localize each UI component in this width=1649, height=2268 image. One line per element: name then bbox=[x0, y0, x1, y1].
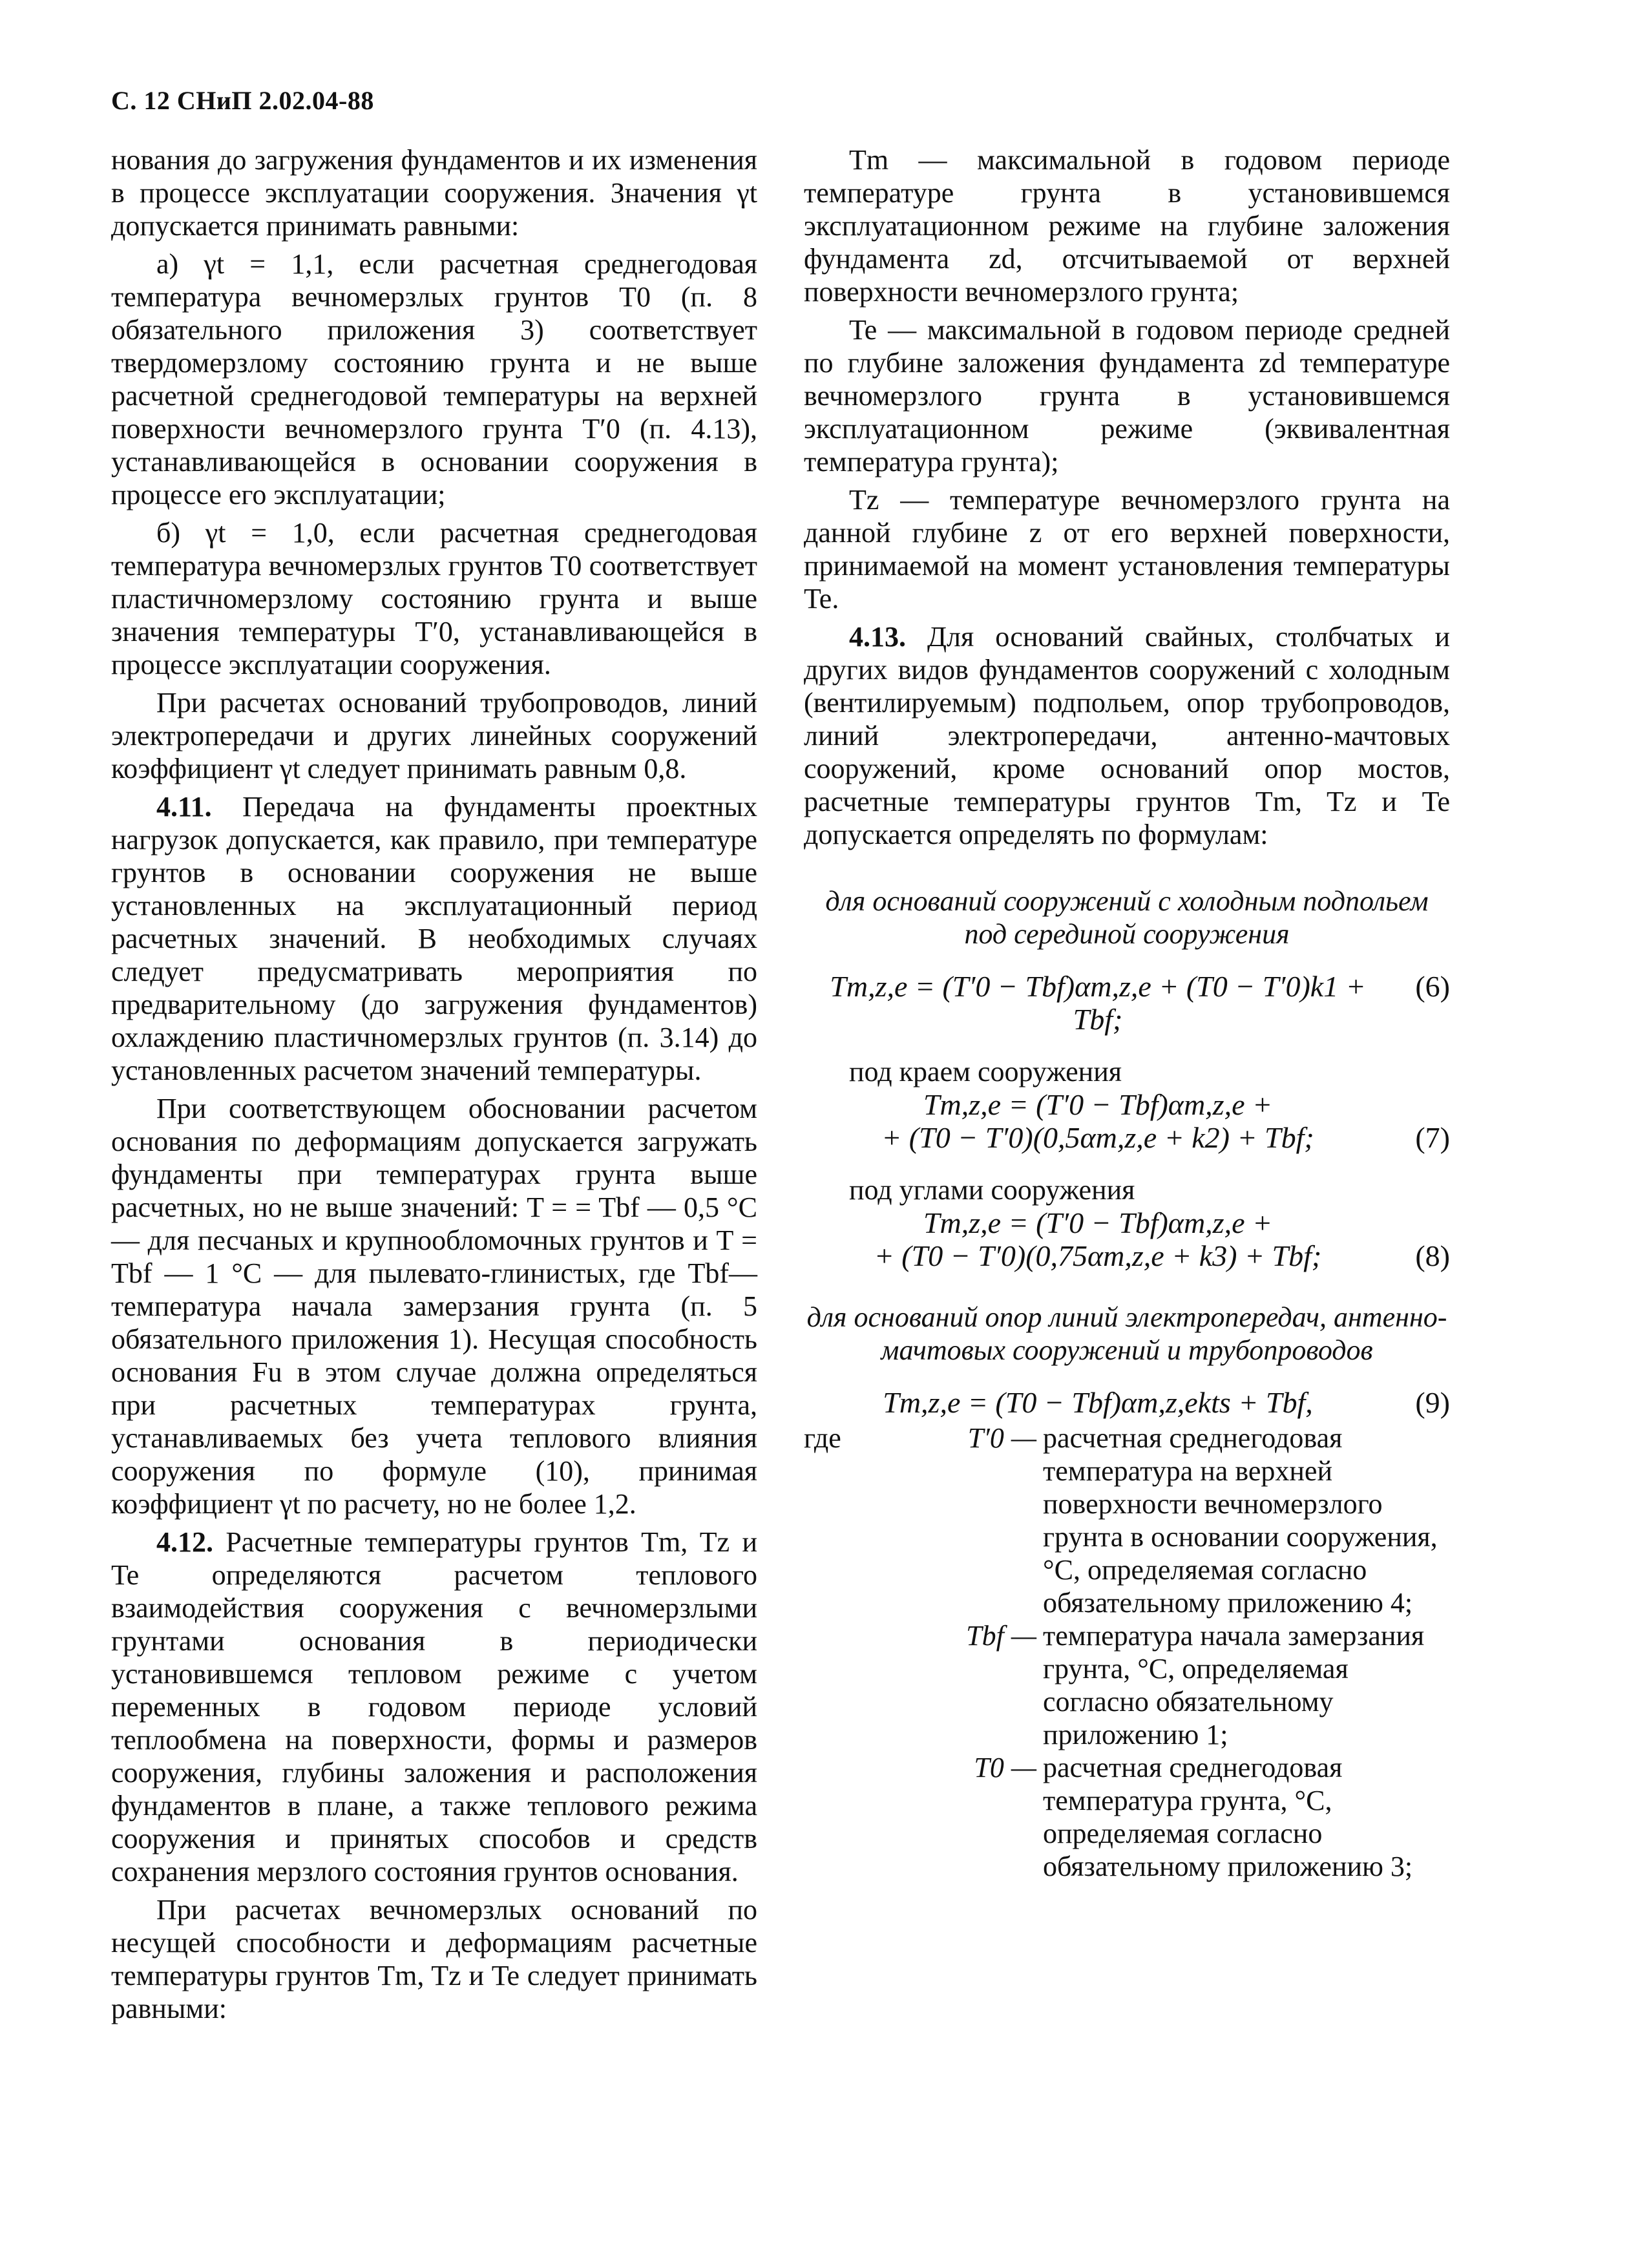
formula-6 bbox=[804, 970, 1450, 1036]
symbol-definition bbox=[940, 1422, 1450, 1619]
section-number: 4.12. bbox=[156, 1526, 213, 1558]
symbol: Tbf — bbox=[966, 1620, 1036, 1652]
formula-label: под краем сооружения bbox=[849, 1056, 1122, 1087]
section-number: 4.11. bbox=[156, 791, 212, 823]
symbol-definitions bbox=[940, 1422, 1450, 1883]
section-4-11 bbox=[111, 790, 757, 1087]
formula-8-line-1 bbox=[804, 1206, 1450, 1239]
definition-te: Te — максимальной в годовом периоде средней по глубине заложения фундамента zd температуре вечномерзлого грунта в установившемся эксплуатационном режиме (эквивалентная температура грунта); bbox=[804, 314, 1450, 478]
paragraph: б) γt = 1,0, если расчетная среднегодовая температура вечномерзлых грунтов T0 соответствует пластичномерзлому состоянию грунта и выше значения температуры T′0, устанавливающейся в процессе эксплуатации сооружения. bbox=[111, 517, 757, 680]
formula-number: (6) bbox=[1415, 970, 1450, 1003]
paragraph-text: Расчетные температуры грунтов Tm, Tz и Te определяются расчетом теплового взаимодействия сооружения с вечномерзлыми грунтами основания в периодически установившемся тепловом режиме с учетом переменных в годовом периоде условий теплообмена на поверхности, формы и размеров сооружения, глубины заложения и расположения фундаментов в плане, а также теплового режима сооружения и принятых способов и средств сохранения мерзлого состояния грунтов основания. bbox=[111, 1526, 757, 1887]
symbol: T′0 — bbox=[967, 1422, 1036, 1454]
formula-expression: Tm,z,e = (T0 − Tbf)αm,z,ekts + Tbf, bbox=[883, 1386, 1313, 1419]
formula-expression: + (T0 − T′0)(0,5αm,z,e + k2) + Tbf; bbox=[881, 1121, 1314, 1154]
formula-7-line-1 bbox=[804, 1088, 1450, 1121]
page-header: С. 12 СНиП 2.02.04-88 bbox=[111, 86, 374, 115]
paragraph: При расчетах вечномерзлых оснований по несущей способности и деформациям расчетные температуры грунтов Tm, Tz и Te следует принимать равными: bbox=[111, 1894, 757, 2024]
symbol-definition bbox=[940, 1619, 1450, 1751]
paragraph: При расчетах оснований трубопроводов, линий электропередачи и других линейных сооружений коэффициент γt следует принимать равным 0,8. bbox=[111, 687, 757, 784]
formula-number: (9) bbox=[1415, 1386, 1450, 1419]
where-block bbox=[804, 1422, 1450, 1883]
symbol-text: температура начала замерзания грунта, °С, определяемая согласно обязательному приложению 1; bbox=[1043, 1620, 1425, 1750]
section-4-13 bbox=[804, 620, 1450, 851]
formula-9 bbox=[804, 1386, 1450, 1419]
symbol-definition bbox=[940, 1751, 1450, 1883]
section-4-12 bbox=[111, 1526, 757, 1888]
formula-number: (8) bbox=[1415, 1239, 1450, 1272]
where-label: где bbox=[804, 1422, 841, 1454]
symbol-text: расчетная среднегодовая температура грунта, °С, определяемая согласно обязательному приложению 3; bbox=[1043, 1752, 1413, 1882]
formula-expression: + (T0 − T′0)(0,75αm,z,e + k3) + Tbf; bbox=[874, 1239, 1322, 1272]
definition-tm: Tm — максимальной в годовом периоде температуре грунта в установившемся эксплуатационном режиме на глубине заложения фундамента zd, отсчитываемой от верхней поверхности вечномерзлого грунта; bbox=[804, 144, 1450, 308]
formula-label: под углами сооружения bbox=[849, 1174, 1135, 1206]
formula-expression: Tm,z,e = (T′0 − Tbf)αm,z,e + bbox=[923, 1206, 1273, 1239]
definition-tz: Tz — температуре вечномерзлого грунта на данной глубине z от его верхней поверхности, принимаемой на момент установления температуры Te. bbox=[804, 484, 1450, 614]
formula-number: (7) bbox=[1415, 1121, 1450, 1154]
symbol-text: расчетная среднегодовая температура на верхней поверхности вечномерзлого грунта в основании сооружения, °С, определяемая согласно обязательному приложению 4; bbox=[1043, 1422, 1438, 1619]
formula-caption: для оснований сооружений с холодным подпольем под серединой сооружения bbox=[825, 885, 1429, 950]
right-column bbox=[804, 143, 1450, 1883]
paragraph: При соответствующем обосновании расчетом основания по деформациям допускается загружать фундаменты при температурах грунта выше расчетных, но не выше значений: T = = Tbf — 0,5 °С — для песчаных и крупнообломочных грунтов и T = Tbf — 1 °С — для пылевато-глинистых, где Tbf— температура начала замерзания грунта (п. 5 обязательного приложения 1). Несущая способность основания Fu в этом случае должна определяться при расчетных температурах грунта, устанавливаемых без учета теплового влияния сооружения по формуле (10), принимая коэффициент γt по расчету, но не более 1,2. bbox=[111, 1093, 757, 1520]
paragraph-text: Передача на фундаменты проектных нагрузок допускается, как правило, при температуре грунтов в основании сооружения не выше установленных на эксплуатационный период расчетных значений. В необходимых случаях следует предусматривать мероприятия по предварительному (до загружения фундаментов) охлаждению пластичномерзлых грунтов (п. 3.14) до установленных расчетом значений температуры. bbox=[111, 791, 757, 1086]
formula-7-line-2 bbox=[804, 1121, 1450, 1154]
formula-expression: Tm,z,e = (T′0 − Tbf)αm,z,e + (T0 − T′0)k1 + Tbf; bbox=[830, 970, 1366, 1036]
left-column bbox=[111, 143, 757, 2030]
formula-8-line-2 bbox=[804, 1239, 1450, 1272]
paragraph: а) γt = 1,1, если расчетная среднегодовая температура вечномерзлых грунтов T0 (п. 8 обязательного приложения 3) соответствует твердомерзлому состоянию грунта и не выше расчетной среднегодовой температуры на верхней поверхности вечномерзлого грунта T′0 (п. 4.13), устанавливающейся в основании сооружения в процессе его эксплуатации; bbox=[111, 248, 757, 510]
symbol: T0 — bbox=[974, 1752, 1036, 1783]
formula-expression: Tm,z,e = (T′0 − Tbf)αm,z,e + bbox=[923, 1088, 1273, 1121]
formula-caption: для оснований опор линий электропередач, антенно-мачтовых сооружений и трубопроводов bbox=[806, 1301, 1447, 1366]
section-number: 4.13. bbox=[849, 621, 906, 653]
paragraph-text: Для оснований свайных, столбчатых и других видов фундаментов сооружений с холодным (вентилируемым) подпольем, опор трубопроводов, линий электропередачи, антенно-мачтовых сооружений, кроме оснований опор мостов, расчетные температуры грунтов Tm, Tz и Te допускается определять по формулам: bbox=[804, 621, 1451, 850]
paragraph: нования до загружения фундаментов и их изменения в процессе эксплуатации сооружения. Значения γt допускается принимать равными: bbox=[111, 144, 757, 242]
